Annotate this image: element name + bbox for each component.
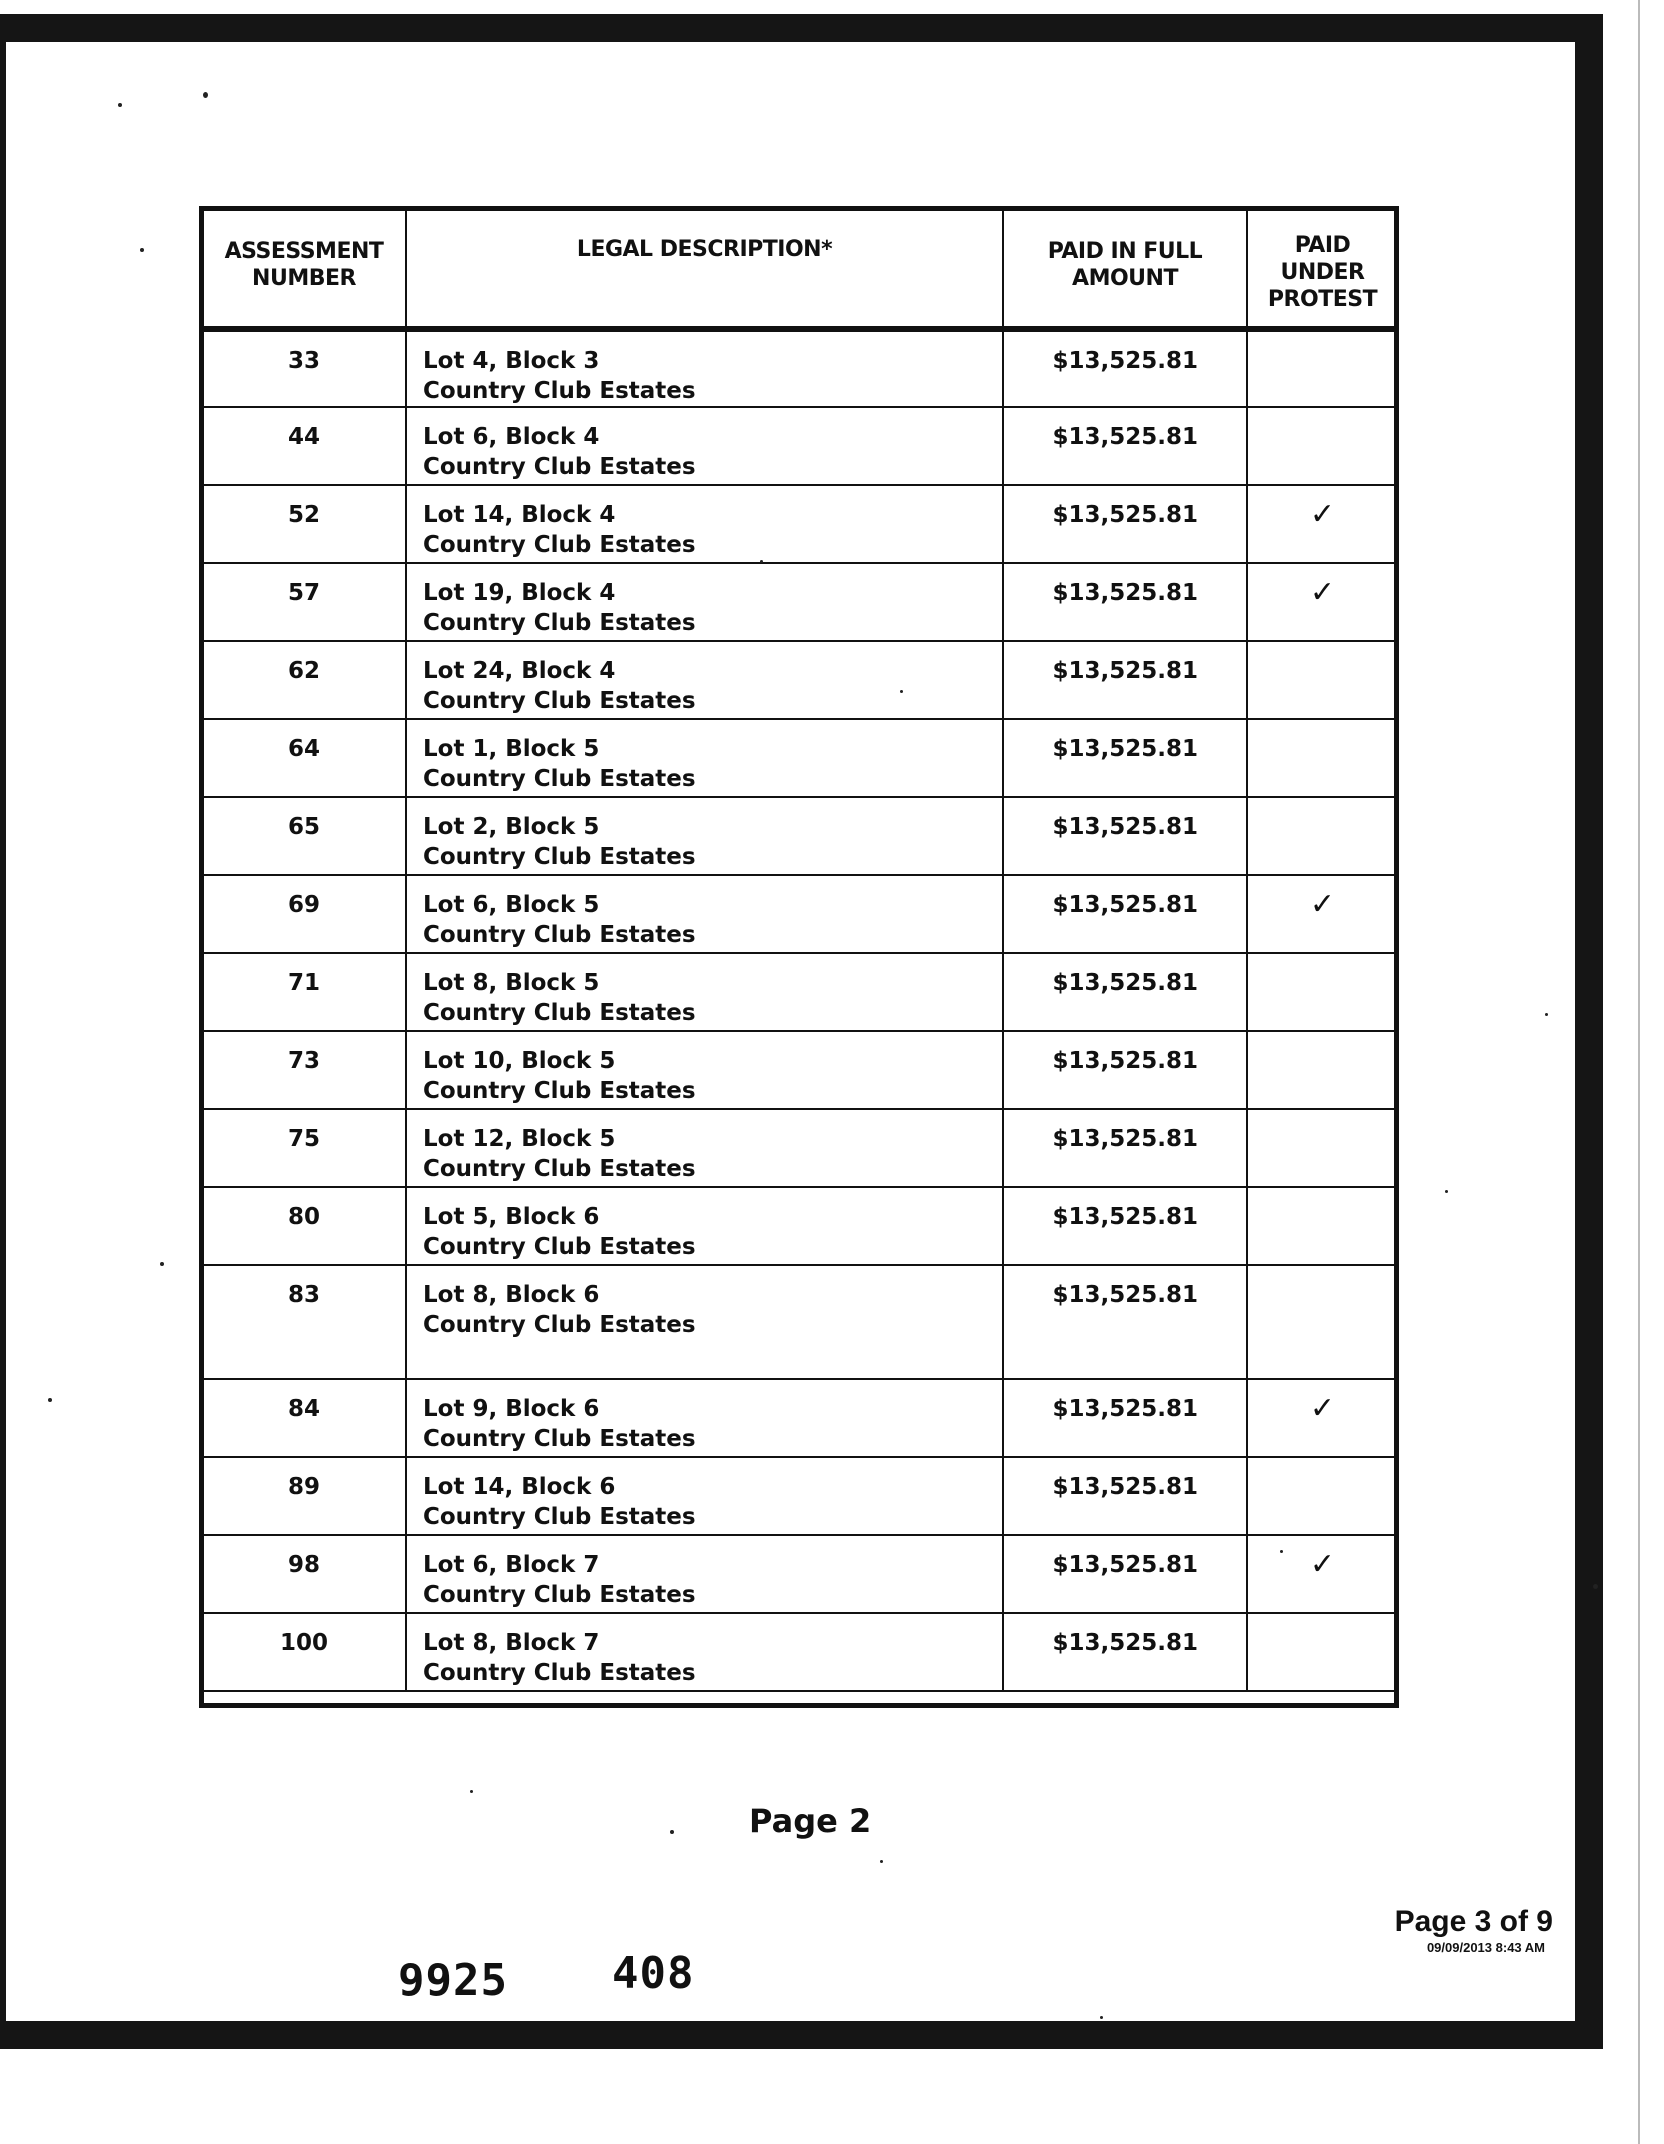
table-row — [202, 1031, 1398, 1109]
protest-mark — [1247, 1613, 1398, 1691]
lot-block: Lot 19, Block 4 — [423, 580, 616, 606]
legal-description — [406, 1265, 1003, 1379]
lot-block: Lot 6, Block 5 — [423, 892, 600, 918]
assessment-number: 33 — [202, 329, 406, 407]
legal-description — [406, 1187, 1003, 1265]
scan-speckle — [1545, 1013, 1548, 1016]
assessment-number: 64 — [202, 719, 406, 797]
paid-amount: $13,525.81 — [1003, 407, 1247, 485]
assessment-number: 73 — [202, 1031, 406, 1109]
table-row — [202, 407, 1398, 485]
scan-speckle — [160, 1262, 164, 1266]
legal-description — [406, 797, 1003, 875]
table-row — [202, 719, 1398, 797]
scan-speckle — [760, 560, 763, 563]
assessment-number: 57 — [202, 563, 406, 641]
scan-speckle — [470, 1790, 473, 1793]
assessment-number: 71 — [202, 953, 406, 1031]
lot-block: Lot 5, Block 6 — [423, 1204, 600, 1230]
header-legal-description: LEGAL DESCRIPTION* — [406, 209, 1003, 329]
protest-mark — [1247, 407, 1398, 485]
paid-amount: $13,525.81 — [1003, 485, 1247, 563]
paid-amount: $13,525.81 — [1003, 1187, 1247, 1265]
scan-speckle — [1100, 2016, 1103, 2019]
table-row — [202, 1457, 1398, 1535]
legal-description — [406, 1379, 1003, 1457]
protest-mark: ✓ — [1247, 1535, 1398, 1613]
paid-amount: $13,525.81 — [1003, 1535, 1247, 1613]
lot-block: Lot 8, Block 6 — [423, 1282, 600, 1308]
paid-amount: $13,525.81 — [1003, 1613, 1247, 1691]
paid-amount: $13,525.81 — [1003, 1265, 1247, 1379]
subdivision: Country Club Estates — [423, 532, 696, 558]
legal-description — [406, 485, 1003, 563]
lot-block: Lot 14, Block 6 — [423, 1474, 616, 1500]
subdivision: Country Club Estates — [423, 1504, 696, 1530]
assessment-number: 69 — [202, 875, 406, 953]
lot-block: Lot 6, Block 4 — [423, 424, 600, 450]
scan-speckle — [670, 1830, 674, 1834]
protest-mark — [1247, 797, 1398, 875]
table-row — [202, 797, 1398, 875]
lot-block: Lot 6, Block 7 — [423, 1552, 600, 1578]
subdivision: Country Club Estates — [423, 1156, 696, 1182]
lot-block: Lot 8, Block 7 — [423, 1630, 600, 1656]
scan-speckle — [140, 248, 144, 252]
subdivision: Country Club Estates — [423, 922, 696, 948]
paid-amount: $13,525.81 — [1003, 875, 1247, 953]
subdivision: Country Club Estates — [423, 688, 696, 714]
assessment-table — [201, 208, 1399, 1692]
subdivision: Country Club Estates — [423, 1234, 696, 1260]
assessment-number: 44 — [202, 407, 406, 485]
paid-amount: $13,525.81 — [1003, 1379, 1247, 1457]
table-row — [202, 641, 1398, 719]
subdivision: Country Club Estates — [423, 1078, 696, 1104]
paid-amount: $13,525.81 — [1003, 953, 1247, 1031]
assessment-number: 83 — [202, 1265, 406, 1379]
lot-block: Lot 4, Block 3 — [423, 348, 600, 374]
paid-amount: $13,525.81 — [1003, 641, 1247, 719]
protest-mark — [1247, 641, 1398, 719]
protest-mark — [1247, 329, 1398, 407]
assessment-number: 100 — [202, 1613, 406, 1691]
page-edge-line — [1638, 0, 1640, 2144]
table-row — [202, 875, 1398, 953]
lot-block: Lot 24, Block 4 — [423, 658, 616, 684]
legal-description — [406, 953, 1003, 1031]
scan-speckle — [1445, 1190, 1448, 1193]
legal-description — [406, 1109, 1003, 1187]
legal-description — [406, 563, 1003, 641]
paid-amount: $13,525.81 — [1003, 1031, 1247, 1109]
subdivision: Country Club Estates — [423, 378, 696, 404]
assessment-number: 52 — [202, 485, 406, 563]
subdivision: Country Club Estates — [423, 1312, 696, 1338]
assessment-number: 65 — [202, 797, 406, 875]
legal-description — [406, 719, 1003, 797]
lot-block: Lot 2, Block 5 — [423, 814, 600, 840]
legal-description — [406, 1031, 1003, 1109]
fax-timestamp: 09/09/2013 8:43 AM — [1426, 1940, 1545, 1955]
subdivision: Country Club Estates — [423, 610, 696, 636]
paid-amount: $13,525.81 — [1003, 719, 1247, 797]
table-row — [202, 1379, 1398, 1457]
scan-frame-left-edge — [0, 14, 6, 2049]
protest-mark — [1247, 719, 1398, 797]
scan-speckle — [880, 1860, 883, 1863]
table-row — [202, 563, 1398, 641]
subdivision: Country Club Estates — [423, 766, 696, 792]
header-paid-in-full: PAID IN FULL AMOUNT — [1003, 209, 1247, 329]
assessment-number: 84 — [202, 1379, 406, 1457]
assessment-number: 75 — [202, 1109, 406, 1187]
lot-block: Lot 14, Block 4 — [423, 502, 616, 528]
table-row — [202, 329, 1398, 407]
paid-amount: $13,525.81 — [1003, 329, 1247, 407]
table-row — [202, 1613, 1398, 1691]
page-label: Page 2 — [749, 1802, 872, 1840]
recording-stamp-page: 408 — [612, 1948, 695, 1999]
assessment-number: 80 — [202, 1187, 406, 1265]
scan-frame-right-edge — [1575, 14, 1603, 2049]
subdivision: Country Club Estates — [423, 1660, 696, 1686]
table-row — [202, 1535, 1398, 1613]
recording-stamp-number: 9925 — [398, 1955, 508, 2006]
table-header-row — [202, 209, 1398, 329]
lot-block: Lot 1, Block 5 — [423, 736, 600, 762]
scan-speckle — [118, 103, 122, 107]
assessment-number: 62 — [202, 641, 406, 719]
scan-speckle — [48, 1398, 52, 1402]
paid-amount: $13,525.81 — [1003, 563, 1247, 641]
page-count: Page 3 of 9 — [1394, 1905, 1553, 1938]
protest-mark — [1247, 1031, 1398, 1109]
protest-mark — [1247, 953, 1398, 1031]
table-row — [202, 1187, 1398, 1265]
subdivision: Country Club Estates — [423, 454, 696, 480]
lot-block: Lot 9, Block 6 — [423, 1396, 600, 1422]
protest-mark — [1247, 1187, 1398, 1265]
legal-description — [406, 641, 1003, 719]
assessment-number: 98 — [202, 1535, 406, 1613]
subdivision: Country Club Estates — [423, 1582, 696, 1608]
legal-description — [406, 1613, 1003, 1691]
paid-amount: $13,525.81 — [1003, 1109, 1247, 1187]
protest-mark: ✓ — [1247, 563, 1398, 641]
legal-description — [406, 329, 1003, 407]
protest-mark: ✓ — [1247, 875, 1398, 953]
protest-mark: ✓ — [1247, 1379, 1398, 1457]
subdivision: Country Club Estates — [423, 1426, 696, 1452]
paid-amount: $13,525.81 — [1003, 1457, 1247, 1535]
protest-mark — [1247, 1265, 1398, 1379]
assessment-number: 89 — [202, 1457, 406, 1535]
scan-speckle — [900, 690, 903, 693]
protest-mark — [1247, 1457, 1398, 1535]
lot-block: Lot 10, Block 5 — [423, 1048, 616, 1074]
legal-description — [406, 1535, 1003, 1613]
paid-amount: $13,525.81 — [1003, 797, 1247, 875]
table-row — [202, 485, 1398, 563]
protest-mark: ✓ — [1247, 485, 1398, 563]
legal-description — [406, 1457, 1003, 1535]
scan-speckle — [1280, 1550, 1283, 1553]
scan-speckle — [1593, 1584, 1598, 1589]
header-paid-under-protest: PAID UNDER PROTEST — [1247, 209, 1398, 329]
table-row — [202, 953, 1398, 1031]
subdivision: Country Club Estates — [423, 844, 696, 870]
scan-speckle — [203, 92, 208, 98]
legal-description — [406, 875, 1003, 953]
table-row — [202, 1109, 1398, 1187]
table-row — [202, 1265, 1398, 1379]
protest-mark — [1247, 1109, 1398, 1187]
subdivision: Country Club Estates — [423, 1000, 696, 1026]
lot-block: Lot 8, Block 5 — [423, 970, 600, 996]
legal-description — [406, 407, 1003, 485]
lot-block: Lot 12, Block 5 — [423, 1126, 616, 1152]
header-assessment-number: ASSESSMENT NUMBER — [202, 209, 406, 329]
